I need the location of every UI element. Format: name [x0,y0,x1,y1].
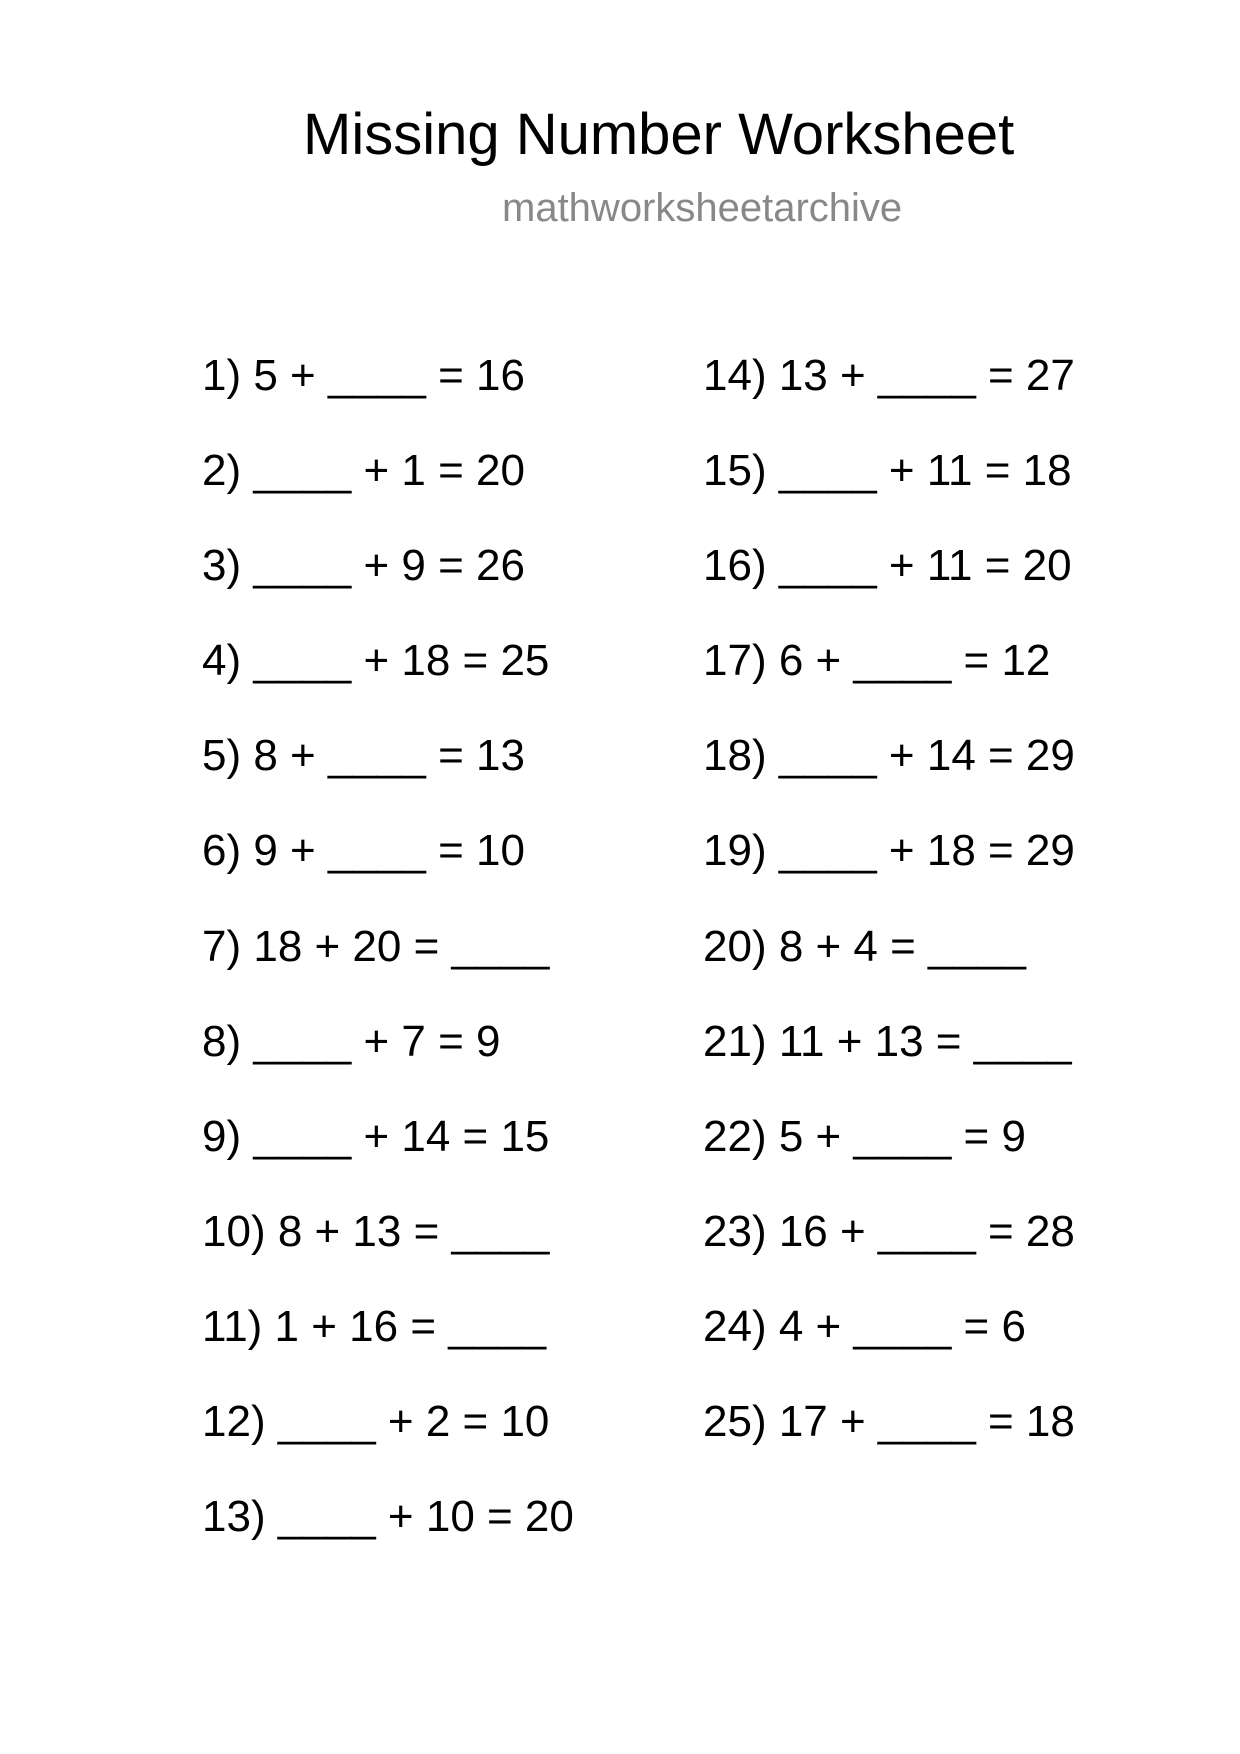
problem-20: 20) 8 + 4 = ____ [703,921,1026,971]
problem-22: 22) 5 + ____ = 9 [703,1111,1026,1161]
problem-12: 12) ____ + 2 = 10 [202,1397,550,1447]
problem-23: 23) 16 + ____ = 28 [703,1206,1075,1256]
source-subtitle: mathworksheetarchive [502,186,903,230]
problem-2: 2) ____ + 1 = 20 [202,446,525,496]
problem-column-right [703,328,1075,1469]
problem-4: 4) ____ + 18 = 25 [202,636,550,686]
problem-11: 11) 1 + 16 = ____ [202,1301,547,1351]
problem-21: 21) 11 + 13 = ____ [703,1016,1072,1066]
problem-column-left [202,328,574,1564]
problem-8: 8) ____ + 7 = 9 [202,1016,501,1066]
problem-25: 25) 17 + ____ = 18 [703,1397,1075,1447]
problem-18: 18) ____ + 14 = 29 [703,731,1075,781]
problem-10: 10) 8 + 13 = ____ [202,1206,550,1256]
problem-15: 15) ____ + 11 = 18 [703,446,1072,496]
problem-14: 14) 13 + ____ = 27 [703,351,1075,400]
problem-5: 5) 8 + ____ = 13 [202,731,525,781]
problem-13: 13) ____ + 10 = 20 [202,1492,574,1542]
problem-17: 17) 6 + ____ = 12 [703,636,1051,686]
problem-3: 3) ____ + 9 = 26 [202,541,525,591]
problem-19: 19) ____ + 18 = 29 [703,826,1075,876]
problem-24: 24) 4 + ____ = 6 [703,1301,1026,1351]
page-title: Missing Number Worksheet [303,102,1015,167]
problem-9: 9) ____ + 14 = 15 [202,1111,550,1161]
problem-16: 16) ____ + 11 = 20 [703,541,1072,591]
problem-1: 1) 5 + ____ = 16 [202,351,525,400]
problem-7: 7) 18 + 20 = ____ [202,921,550,971]
problem-6: 6) 9 + ____ = 10 [202,826,525,876]
